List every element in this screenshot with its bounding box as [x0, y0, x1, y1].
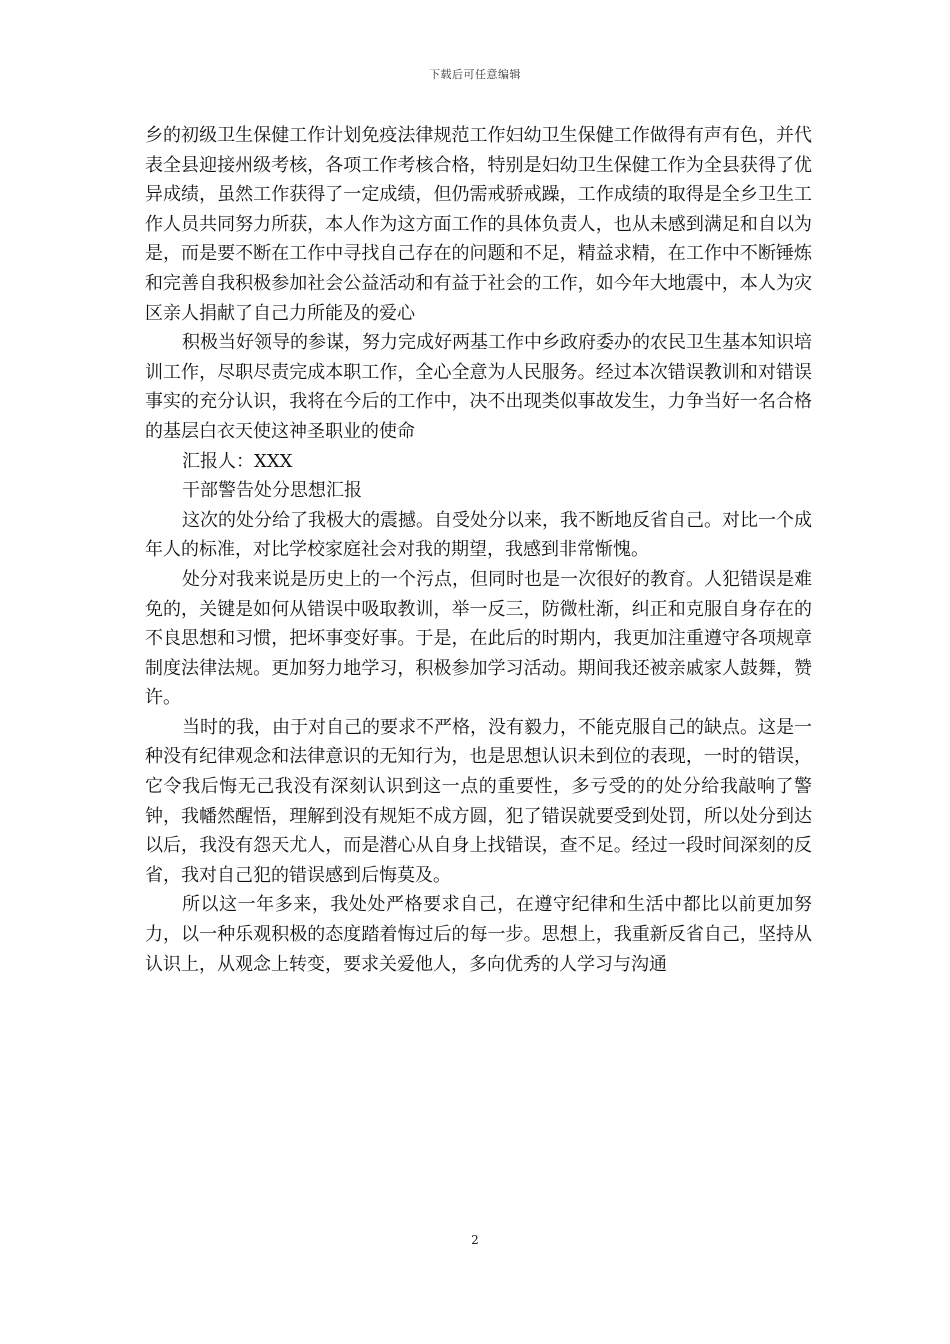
paragraph: 所以这一年多来，我处处严格要求自己，在遵守纪律和生活中都比以前更加努力，以一种乐观积极的态度踏着悔过后的每一步。思想上，我重新反省自己，坚持从认识上，从观念上转变，要求关爱他人，多向优秀的人学习与沟通 — [145, 894, 812, 975]
paragraph: 当时的我，由于对自己的要求不严格，没有毅力，不能克服自己的缺点。这是一种没有纪律观念和法律意识的无知行为，也是思想认识未到位的表现，一时的错误，它令我后悔无己我没有深刻认识到这一点的重要性，多亏受的的处分给我敲响了警钟，我幡然醒悟，理解到没有规矩不成方圆，犯了错误就要受到处罚，所以处分到达以后，我没有怨天尤人，而是潜心从自身上找错误，查不足。经过一段时间深刻的反省，我对自己犯的错误感到后悔莫及。 — [145, 716, 812, 886]
paragraph: 这次的处分给了我极大的震撼。自受处分以来，我不断地反省自己。对比一个成年人的标准，对比学校家庭社会对我的期望，我感到非常惭愧。 — [145, 509, 812, 561]
document-body — [145, 121, 812, 979]
paragraph-continued: 乡的初级卫生保健工作计划免疫法律规范工作妇幼卫生保健工作做得有声有色，并代表全县迎接州级考核，各项工作考核合格，特别是妇幼卫生保健工作为全县获得了优异成绩，虽然工作获得了一定成绩，但仍需戒骄戒躁，工作成绩的取得是全乡卫生工作人员共同努力所获，本人作为这方面工作的具体负责人，也从未感到满足和自以为是，而是要不断在工作中寻找自己存在的问题和不足，精益求精，在工作中不断锤炼和完善自我积极参加社会公益活动和有益于社会的工作，如今年大地震中，本人为灾区亲人捐献了自己力所能及的爱心 — [145, 125, 812, 324]
section-title: 干部警告处分思想汇报 — [182, 480, 362, 502]
page-header: 下载后可任意编辑 — [429, 68, 521, 81]
paragraph: 积极当好领导的参谋，努力完成好两基工作中乡政府委办的农民卫生基本知识培训工作，尽职尽责完成本职工作，全心全意为人民服务。经过本次错误教训和对错误事实的充分认识，我将在今后的工作中，决不出现类似事故发生，力争当好一名合格的基层白衣天使这神圣职业的使命 — [145, 332, 812, 442]
page-number: 2 — [471, 1233, 479, 1247]
signature-line: 汇报人：XXX — [182, 450, 293, 472]
paragraph: 处分对我来说是历史上的一个污点，但同时也是一次很好的教育。人犯错误是难免的，关键是如何从错误中吸取教训，举一反三，防微杜渐，纠正和克服自身存在的不良思想和习惯，把坏事变好事。于是，在此后的时期内，我更加注重遵守各项规章制度法律法规。更加努力地学习，积极参加学习活动。期间我还被亲戚家人鼓舞，赞许。 — [145, 568, 812, 709]
